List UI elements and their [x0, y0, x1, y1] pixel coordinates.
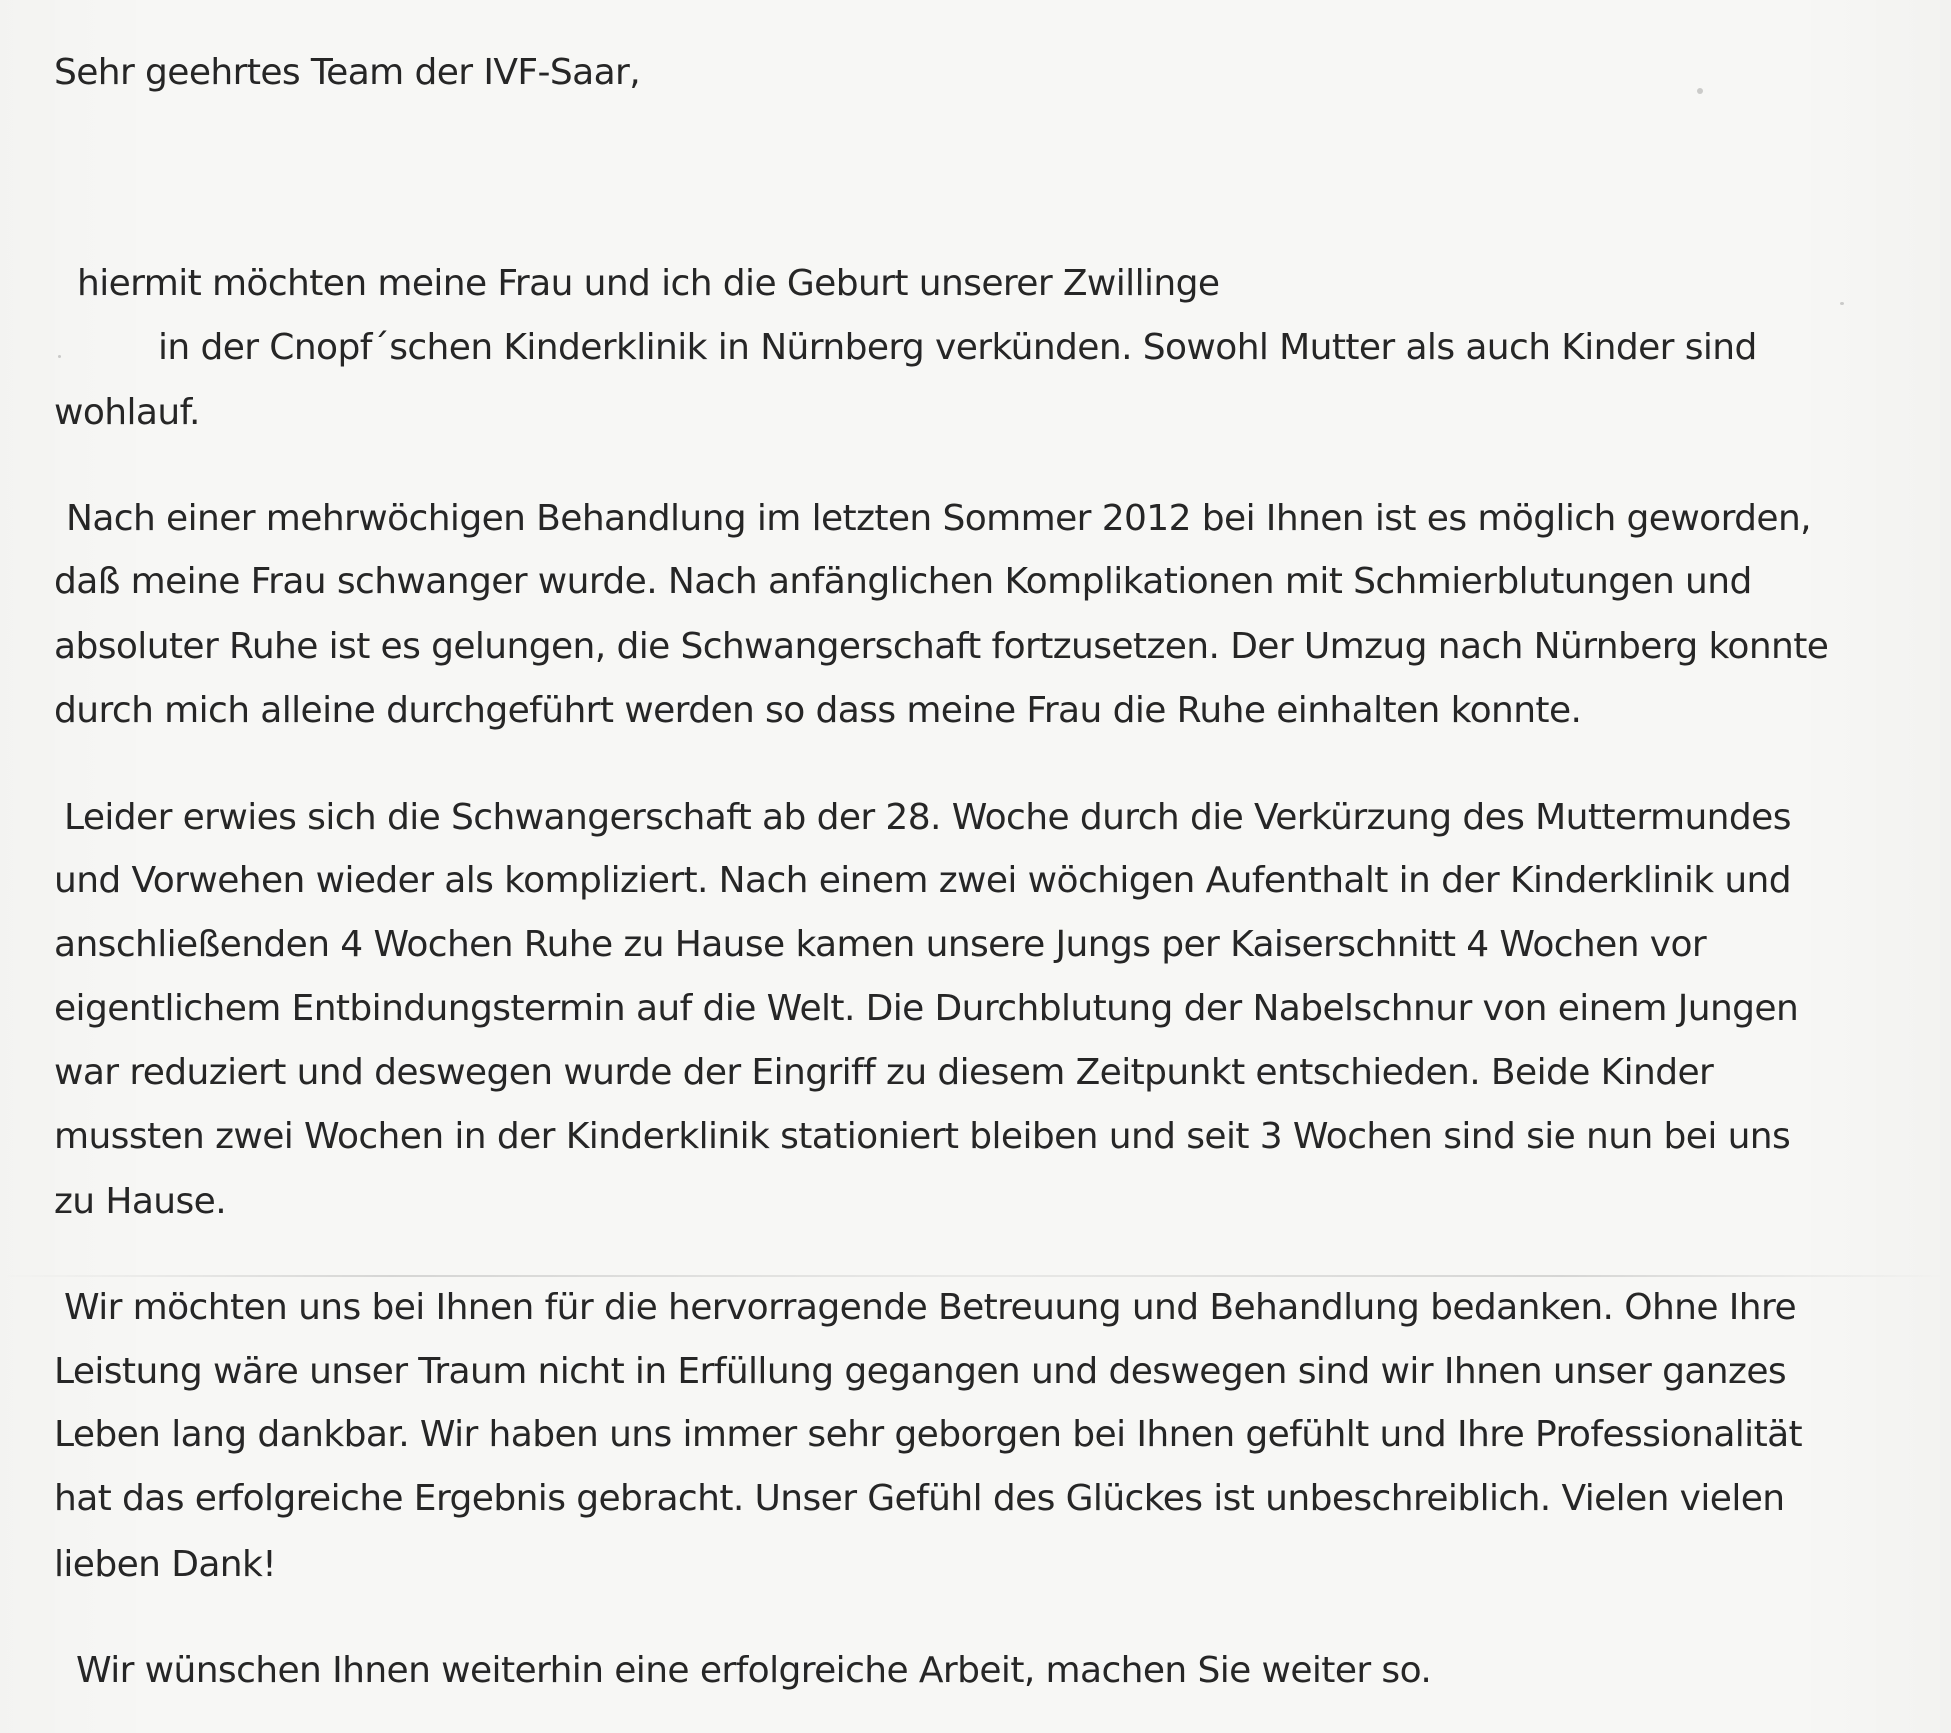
paragraph-3-line-4: eigentlichem Entbindungstermin auf die Welt. Die Durchblutung der Nabelschnur von einem Jungen — [54, 988, 1799, 1029]
paragraph-3-line-7: zu Hause. — [54, 1181, 227, 1222]
paragraph-1-line-1: hiermit möchten meine Frau und ich die Geburt unserer Zwillinge — [77, 263, 1220, 304]
paragraph-2-line-4: durch mich alleine durchgeführt werden so dass meine Frau die Ruhe einhalten konnte. — [54, 690, 1582, 731]
paragraph-4-line-5: lieben Dank! — [54, 1544, 277, 1585]
paragraph-3-line-2: und Vorwehen wieder als kompliziert. Nach einem zwei wöchigen Aufenthalt in der Kinderklinik und — [54, 860, 1792, 901]
paragraph-4-line-4: hat das erfolgreiche Ergebnis gebracht. Unser Gefühl des Glückes ist unbeschreiblich. Vielen vielen — [54, 1478, 1785, 1519]
scan-speck — [1840, 302, 1844, 305]
paragraph-4-line-2: Leistung wäre unser Traum nicht in Erfüllung gegangen und deswegen sind wir Ihnen unser ganzes — [54, 1351, 1787, 1392]
paragraph-3-line-3: anschließenden 4 Wochen Ruhe zu Hause kamen unsere Jungs per Kaiserschnitt 4 Wochen vor — [54, 924, 1707, 965]
paragraph-3-line-6: mussten zwei Wochen in der Kinderklinik stationiert bleiben und seit 3 Wochen sind sie nun bei uns — [54, 1116, 1791, 1157]
scan-speck — [58, 355, 61, 358]
paragraph-4-line-3: Leben lang dankbar. Wir haben uns immer sehr geborgen bei Ihnen gefühlt und Ihre Professionalität — [54, 1414, 1803, 1455]
paragraph-2-line-2: daß meine Frau schwanger wurde. Nach anfänglichen Komplikationen mit Schmierblutungen und — [54, 561, 1752, 602]
scan-speck — [1697, 88, 1703, 94]
paragraph-3-line-1: Leider erwies sich die Schwangerschaft ab der 28. Woche durch die Verkürzung des Muttermundes — [64, 797, 1791, 838]
closing-line: Wir wünschen Ihnen weiterhin eine erfolgreiche Arbeit, machen Sie weiter so. — [76, 1650, 1432, 1691]
paragraph-2-line-1: Nach einer mehrwöchigen Behandlung im letzten Sommer 2012 bei Ihnen ist es möglich geworden, — [66, 498, 1812, 539]
paper-fold-line — [0, 1275, 1951, 1277]
paragraph-1-line-3: wohlauf. — [54, 392, 200, 433]
paragraph-1-line-2: in der Cnopf´schen Kinderklinik in Nürnberg verkünden. Sowohl Mutter als auch Kinder sind — [158, 327, 1757, 368]
paragraph-3-line-5: war reduziert und deswegen wurde der Eingriff zu diesem Zeitpunkt entschieden. Beide Kinder — [54, 1052, 1714, 1093]
paragraph-4-line-1: Wir möchten uns bei Ihnen für die hervorragende Betreuung und Behandlung bedanken. Ohne Ihre — [64, 1287, 1796, 1328]
paragraph-2-line-3: absoluter Ruhe ist es gelungen, die Schwangerschaft fortzusetzen. Der Umzug nach Nürnberg konnte — [54, 626, 1829, 667]
salutation: Sehr geehrtes Team der IVF-Saar, — [54, 52, 641, 93]
